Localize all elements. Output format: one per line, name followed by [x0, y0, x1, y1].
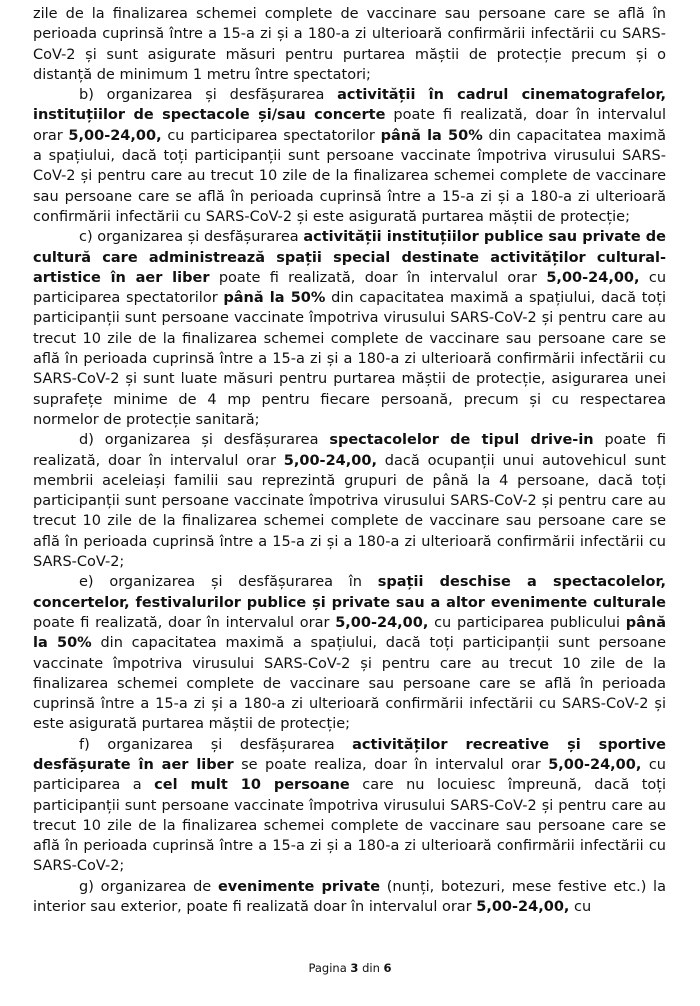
text-run: zile de la finalizarea schemei complete de vaccinare sau persoane care se află în perioada cuprinsă între a 15-a zi și a 180-a zi ulterioară confirmării infectării cu SARS-CoV-2 și sunt asigurate măsuri pentru purtarea măștii de protecție precum și o distanță de minimum 1 metru între spectatori;	[33, 6, 666, 83]
footer-page-total: 6	[383, 961, 392, 975]
text-run: (nunți, botezuri, mese festive etc.) la interior sau exterior, poate fi realizată doar în intervalul orar	[33, 878, 666, 916]
text-run: poate fi realizată, doar în intervalul orar	[33, 432, 666, 469]
text-run: f) organizarea și desfășurarea	[79, 736, 353, 753]
text-run: b) organizarea și desfășurarea	[79, 87, 338, 104]
bold-text: activității în cadrul cinematografelor, instituțiilor de spectacole și/sau concerte	[33, 87, 666, 124]
text-run: g) organizarea de	[79, 878, 218, 895]
text-run: din capacitatea maximă a spațiului, dacă toți participanții sunt persoane vaccinate împotriva virusului SARS-CoV-2 și pentru care au trecut 10 zile de la finalizarea schemei complete de vaccinare sau persoane care se află în perioada cuprinsă între a 15-a zi și a 180-a zi ulterioară confirmării infectării cu SARS-CoV-2 și este asigurată purtarea măștii de protecție;	[33, 127, 666, 225]
bold-text: spații deschise a spectacolelor, concertelor, festivalurilor publice și private sau a altor evenimente culturale	[33, 574, 666, 611]
footer-page-number: 3	[350, 961, 359, 975]
text-run: din capacitatea maximă a spațiului, dacă toți participanții sunt persoane vaccinate împotriva virusului SARS-CoV-2 și pentru care au trecut 10 zile de la finalizarea schemei complete de vaccinare sau persoane care se află în perioada cuprinsă între a 15-a zi și a 180-a zi ulterioară confirmării infectării cu SARS-CoV-2 și sunt luate măsuri pentru purtarea măștii de protecție, asigurarea unei suprafețe minime de 4 mp pentru fiecare persoană, precum și cu respectarea normelor de protecție sanitară;	[33, 290, 666, 428]
text-run: e) organizarea și desfășurarea în	[79, 574, 378, 591]
paragraph	[33, 227, 666, 430]
bold-text: spectacolelor de tipul drive-in	[329, 432, 594, 449]
paragraph	[33, 430, 666, 572]
paragraph	[33, 4, 666, 85]
text-run: cu participarea spectatorilor	[33, 269, 667, 307]
text-run: poate fi realizată, doar în intervalul orar	[33, 614, 336, 631]
text-run: care nu locuiesc împreună, dacă toți participanții sunt persoane vaccinate împotriva virusului SARS-CoV-2 și pentru care au trecut 10 zile de la finalizarea schemei complete de vaccinare sau persoane care se află în perioada cuprinsă între a 15-a zi și a 180-a zi ulterioară confirmării infectării cu SARS-CoV-2;	[33, 777, 666, 875]
paragraph	[33, 735, 666, 877]
text-run: poate fi realizată, doar în intervalul orar	[33, 107, 666, 144]
text-run: cu	[569, 899, 592, 916]
text-run: c) organizarea și desfășurarea	[79, 229, 304, 246]
page-footer	[0, 961, 700, 975]
bold-text: 5,00-24,00,	[283, 452, 377, 469]
text-run: cu participarea a	[33, 756, 666, 794]
document-body	[33, 4, 666, 917]
paragraph	[33, 85, 666, 227]
footer-prefix: Pagina	[308, 961, 351, 975]
bold-text: activității instituțiilor publice sau private de cultură care administrează spații special destinate activităților cultural-artistice în aer liber	[33, 229, 666, 286]
text-run: cu participarea spectatorilor	[161, 127, 381, 144]
bold-text: 5,00-24,00,	[335, 614, 429, 631]
text-run: poate fi realizată, doar în intervalul orar	[209, 269, 547, 286]
bold-text: până la 50%	[223, 290, 326, 307]
bold-text: evenimente private	[217, 878, 381, 895]
bold-text: cel mult 10 persoane	[154, 777, 350, 794]
text-run: din capacitatea maximă a spațiului, dacă toți participanții sunt persoane vaccinate împotriva virusului SARS-CoV-2 și pentru care au trecut 10 zile de la finalizarea schemei complete de vaccinare sau persoane care se află în perioada cuprinsă între a 15-a zi și a 180-a zi ulterioară confirmării infectării cu SARS-CoV-2 și este asigurată purtarea măștii de protecție;	[33, 635, 666, 733]
paragraph	[33, 877, 666, 918]
text-run: d) organizarea și desfășurarea	[79, 432, 330, 449]
paragraph	[33, 572, 666, 734]
bold-text: 5,00-24,00,	[548, 756, 642, 773]
bold-text: 5,00-24,00,	[546, 269, 640, 286]
footer-separator: din	[358, 961, 384, 975]
bold-text: activităților recreative și sportive desfășurate în aer liber	[33, 736, 666, 773]
bold-text: 5,00-24,00,	[476, 899, 570, 916]
bold-text: până la 50%	[380, 127, 483, 144]
bold-text: 5,00-24,00,	[68, 127, 162, 144]
bold-text: până la 50%	[33, 614, 667, 652]
text-run: cu participarea publicului	[428, 614, 626, 631]
text-run: dacă ocupanții unui autovehicul sunt membrii aceleiași familii sau reprezintă grupuri de până la 4 persoane, dacă toți participanții sunt persoane vaccinate împotriva virusului SARS-CoV-2 și pentru care au trecut 10 zile de la finalizarea schemei complete de vaccinare sau persoane care se află în perioada cuprinsă între a 15-a zi și a 180-a zi ulterioară confirmării infectării cu SARS-CoV-2;	[33, 452, 666, 571]
text-run: se poate realiza, doar în intervalul orar	[233, 756, 549, 773]
